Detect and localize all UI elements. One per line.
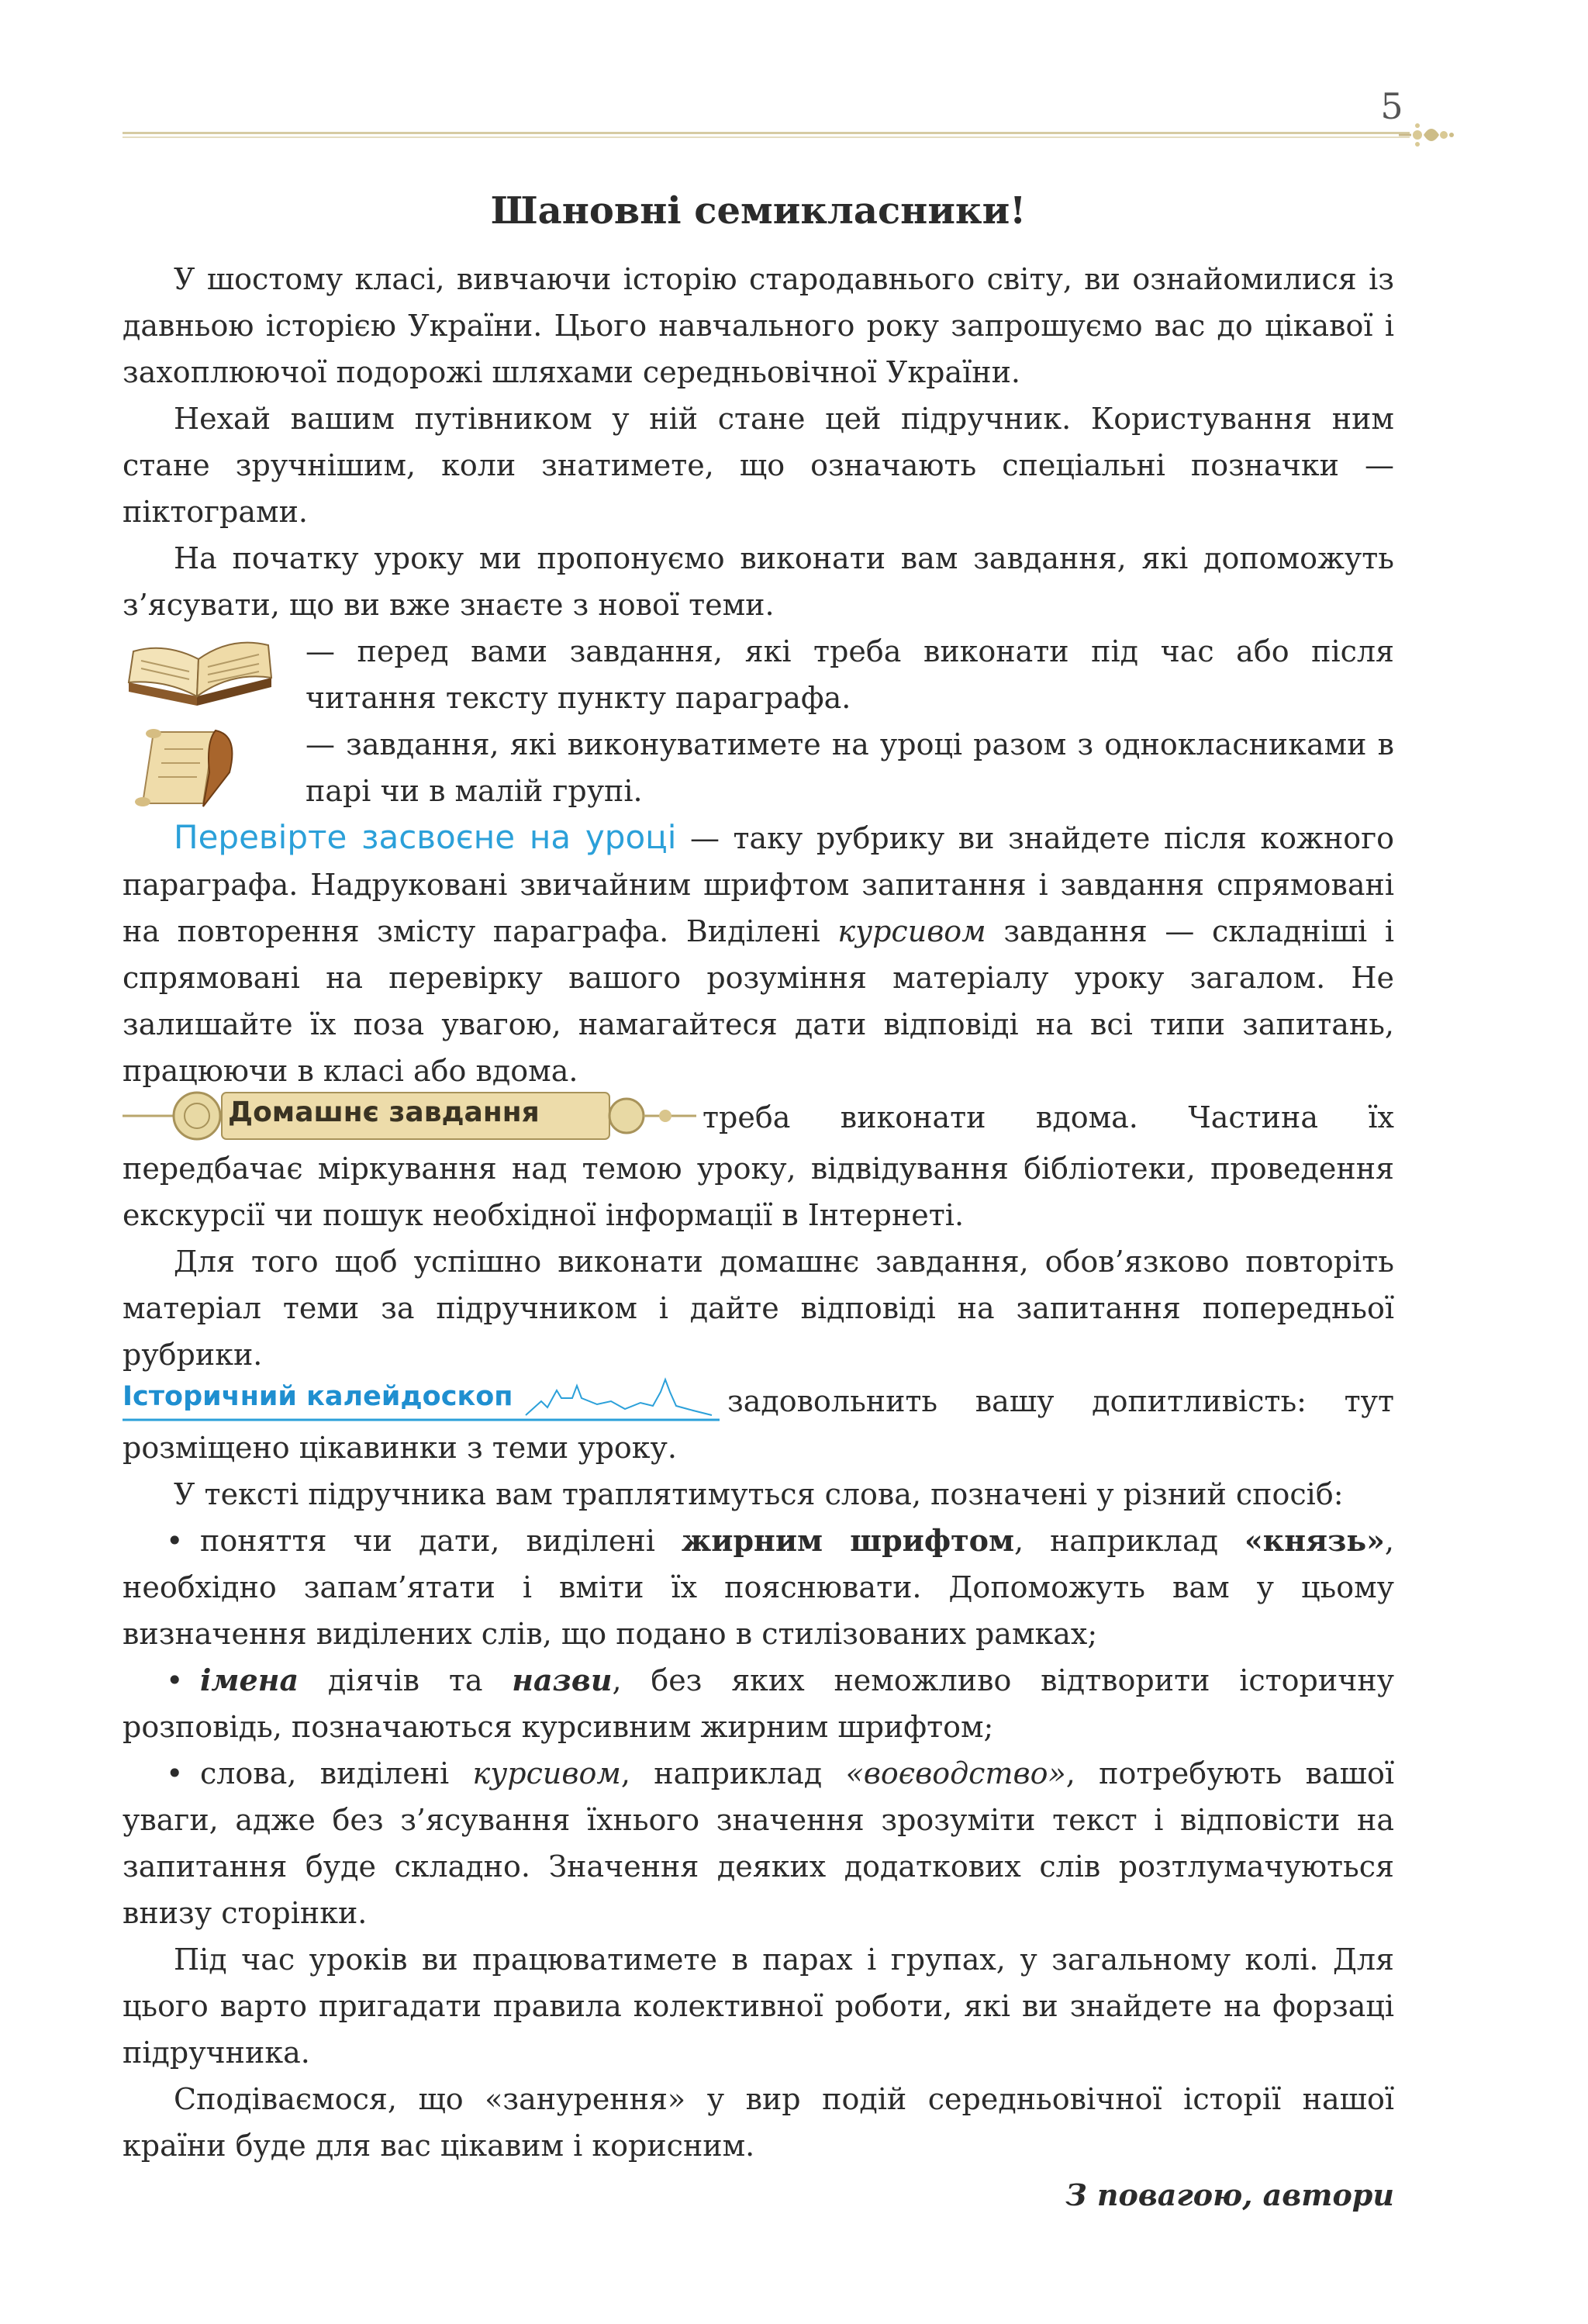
homework-banner-label: Домашнє завдання [228, 1096, 540, 1128]
city-skyline-icon [123, 1375, 720, 1424]
paragraph-words: У тексті підручника вам траплятимуться слова, позначені у різний спосіб: [174, 1476, 1344, 1511]
paragraph-groups: Під час уроків ви працюватимете в парах і групах, у загальному колі. Для цього варто пригадати правила колективної роботи, які ви знайдете на форзаці підручника. [123, 1942, 1394, 2070]
paragraph-start: На початку уроку ми пропонуємо виконати вам завдання, які допоможуть з’ясувати, що ви вже знаєте з нової теми. [123, 541, 1394, 622]
book-icon-description: — перед вами завдання, які треба виконати під час або після читання тексту пункту параграфа. [306, 634, 1394, 715]
paragraph-kaleidoscope: Історичний калейдоскоп задовольнить вашу допитливість: тут розміщено цікавинки з теми уроку. [123, 1378, 1394, 1471]
paragraph-check: Перевірте засвоєне на уроці — таку рубрику ви знайдете після кожного параграфа. Надруковані звичайним шрифтом запитання і завдання спрямовані на повторення змісту параграфа. Виділені курсивом завдання — складніші і спрямовані на перевірку вашого розуміння матеріалу уроку загалом. Не залишайте їх поза увагою, намагайтеся дати відповіді на всі типи запитань, працюючи в класі або вдома. [123, 818, 1394, 1088]
check-rubric-label: Перевірте засвоєне на уроці [174, 818, 677, 856]
kaleidoscope-label: Історичний калейдоскоп [123, 1381, 513, 1412]
scroll-quill-icon [123, 726, 278, 811]
header-ornament-icon [1396, 118, 1458, 152]
paragraph-homework-2: Для того щоб успішно виконати домашнє завдання, обов’язково повторіть матеріал теми за підручником і дайте відповіді на запитання попередньої рубрики. [123, 1244, 1394, 1372]
paragraph-hope: Сподіваємося, що «занурення» у вир подій середньовічної історії нашої країни буде для вас цікавим і корисним. [123, 2081, 1394, 2163]
bullet-item-bold: • поняття чи дати, виділені жирним шрифтом, наприклад «князь», необхідно запам’ятати і вміти їх пояснювати. Допоможуть вам у цьому визначення виділених слів, що подано в стилізованих рамках; [123, 1522, 1394, 1651]
page-title: Шановні семикласники! [490, 189, 1027, 233]
scroll-icon-row [123, 721, 1394, 814]
paragraph-homework: Домашнє завдання треба виконати вдома. Частина їх передбачає міркування над темою уроку, відвідування бібліотеки, проведення екскурсії чи пошук необхідної інформації в Інтернеті. [123, 1094, 1394, 1238]
signature: З повагою, автори [1065, 2177, 1394, 2212]
paragraph-intro: У шостому класі, вивчаючи історію стародавнього світу, ви ознайомилися із давньою історією України. Цього навчального року запрошуємо вас до цікавої і захоплюючої подорожі шляхами середньовічної України. [123, 262, 1394, 389]
page-number: 5 [1380, 85, 1403, 127]
homework-banner [123, 1086, 696, 1145]
scroll-icon-description: — завдання, які виконуватимете на уроці разом з однокласниками в парі чи в малій групі. [306, 727, 1394, 808]
paragraph-guide: Нехай вашим путівником у ній стане цей підручник. Користування ним стане зручнішим, коли знатимете, що означають спеціальні позначки — піктограми. [123, 402, 1394, 529]
open-book-icon [123, 628, 278, 713]
kaleidoscope-rubric [123, 1375, 720, 1421]
page-content [123, 171, 1394, 2219]
bullet-item-bold-italic: • імена діячів та назви, без яких неможливо відтворити історичну розповідь, позначаються курсивним жирним шрифтом; [123, 1662, 1394, 1744]
bullet-item-italic: • слова, виділені курсивом, наприклад «воєводство», потребують вашої уваги, адже без з’ясування їхнього значення зрозуміти текст і відповісти на запитання буде складно. Значення деяких додаткових слів розтлумачуються внизу сторінки. [123, 1756, 1395, 1930]
header-rule [123, 130, 1410, 140]
book-icon-row [123, 628, 1394, 721]
